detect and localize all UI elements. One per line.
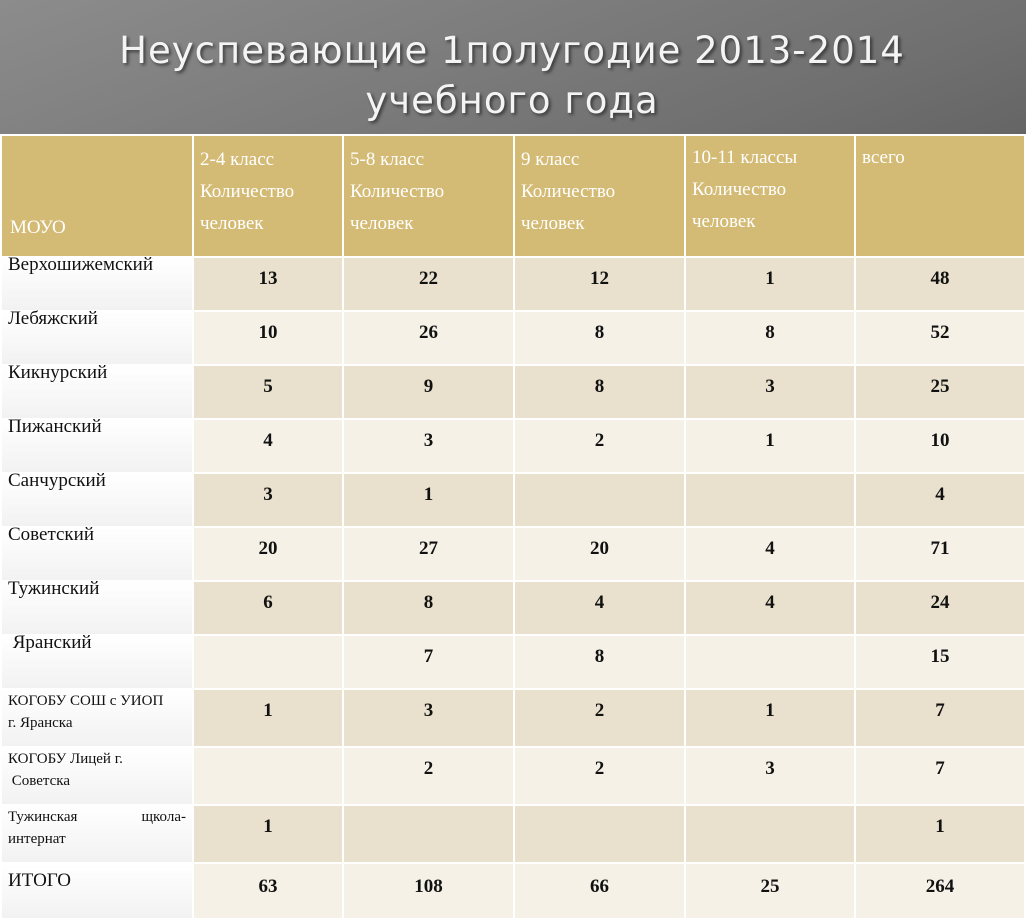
cell-grade-5-8: 7 bbox=[343, 635, 514, 689]
row-name-cell: Верхошижемский bbox=[1, 257, 193, 311]
cell-grade-9: 2 bbox=[514, 689, 685, 747]
cell-grade-10-11: 1 bbox=[685, 419, 855, 473]
cell-grade-10-11: 4 bbox=[685, 581, 855, 635]
cell-grade-2-4: 13 bbox=[193, 257, 343, 311]
table-row bbox=[1, 689, 1025, 747]
row-name-cell: Лебяжский bbox=[1, 311, 193, 365]
cell-grade-2-4: 10 bbox=[193, 311, 343, 365]
cell-grade-5-8: 2 bbox=[343, 747, 514, 805]
cell-total: 1 bbox=[855, 805, 1025, 863]
row-name-cell: КОГОБУ СОШ с УИОП г. Яранска bbox=[1, 689, 193, 747]
cell-grade-5-8: 108 bbox=[343, 863, 514, 919]
cell-grade-10-11 bbox=[685, 805, 855, 863]
cell-total: 71 bbox=[855, 527, 1025, 581]
cell-grade-9: 8 bbox=[514, 635, 685, 689]
cell-grade-10-11: 4 bbox=[685, 527, 855, 581]
row-name-cell: Санчурский bbox=[1, 473, 193, 527]
header-cell-total: всего bbox=[855, 135, 1025, 257]
slide-title bbox=[0, 26, 1024, 126]
cell-grade-2-4 bbox=[193, 747, 343, 805]
cell-grade-5-8: 9 bbox=[343, 365, 514, 419]
table-row bbox=[1, 635, 1025, 689]
cell-grade-9: 4 bbox=[514, 581, 685, 635]
cell-grade-2-4: 4 bbox=[193, 419, 343, 473]
cell-grade-2-4: 3 bbox=[193, 473, 343, 527]
cell-grade-5-8: 3 bbox=[343, 689, 514, 747]
cell-grade-10-11: 8 bbox=[685, 311, 855, 365]
cell-grade-9: 12 bbox=[514, 257, 685, 311]
header-cell-grade-2-4: 2-4 класс Количество человек bbox=[193, 135, 343, 257]
cell-grade-2-4: 1 bbox=[193, 805, 343, 863]
cell-total: 4 bbox=[855, 473, 1025, 527]
row-name-cell: Яранский bbox=[1, 635, 193, 689]
header-cell-grade-9: 9 класс Количество человек bbox=[514, 135, 685, 257]
row-name-cell: Тужинский bbox=[1, 581, 193, 635]
header-cell-grade-5-8: 5-8 класс Количество человек bbox=[343, 135, 514, 257]
cell-total: 7 bbox=[855, 689, 1025, 747]
cell-grade-5-8: 22 bbox=[343, 257, 514, 311]
cell-total: 48 bbox=[855, 257, 1025, 311]
cell-grade-10-11: 3 bbox=[685, 747, 855, 805]
data-table-container bbox=[0, 134, 1024, 897]
header-cell-grade-10-11: 10-11 классы Количество человек bbox=[685, 135, 855, 257]
table-row bbox=[1, 419, 1025, 473]
header-cell-moyo: МОУО bbox=[1, 135, 193, 257]
cell-grade-9: 2 bbox=[514, 747, 685, 805]
cell-grade-2-4: 6 bbox=[193, 581, 343, 635]
cell-total: 264 bbox=[855, 863, 1025, 919]
cell-grade-5-8: 26 bbox=[343, 311, 514, 365]
cell-grade-9: 8 bbox=[514, 311, 685, 365]
table-row-total bbox=[1, 863, 1025, 919]
cell-grade-9: 66 bbox=[514, 863, 685, 919]
row-name-cell: Тужинская щкола- интернат bbox=[1, 805, 193, 863]
title-line-1: Неуспевающие 1полугодие 2013-2014 bbox=[119, 29, 905, 72]
cell-grade-2-4: 1 bbox=[193, 689, 343, 747]
table-row bbox=[1, 311, 1025, 365]
table-row bbox=[1, 527, 1025, 581]
cell-grade-2-4: 5 bbox=[193, 365, 343, 419]
cell-grade-9: 8 bbox=[514, 365, 685, 419]
cell-grade-5-8: 8 bbox=[343, 581, 514, 635]
cell-total: 15 bbox=[855, 635, 1025, 689]
row-name-cell: Советский bbox=[1, 527, 193, 581]
cell-grade-10-11: 3 bbox=[685, 365, 855, 419]
cell-grade-2-4: 63 bbox=[193, 863, 343, 919]
table-row bbox=[1, 581, 1025, 635]
table-row bbox=[1, 747, 1025, 805]
cell-total: 24 bbox=[855, 581, 1025, 635]
row-name-cell: Кикнурский bbox=[1, 365, 193, 419]
row-name-cell: КОГОБУ Лицей г. Советска bbox=[1, 747, 193, 805]
cell-grade-5-8 bbox=[343, 805, 514, 863]
cell-grade-10-11: 1 bbox=[685, 689, 855, 747]
cell-total: 7 bbox=[855, 747, 1025, 805]
table-row bbox=[1, 473, 1025, 527]
cell-grade-10-11: 1 bbox=[685, 257, 855, 311]
cell-grade-9: 2 bbox=[514, 419, 685, 473]
cell-total: 10 bbox=[855, 419, 1025, 473]
cell-grade-2-4: 20 bbox=[193, 527, 343, 581]
title-line-2: учебного года bbox=[365, 79, 659, 122]
cell-grade-9: 20 bbox=[514, 527, 685, 581]
cell-grade-10-11 bbox=[685, 635, 855, 689]
row-name-cell: Пижанский bbox=[1, 419, 193, 473]
table-header-row bbox=[1, 135, 1025, 257]
cell-grade-5-8: 1 bbox=[343, 473, 514, 527]
cell-grade-5-8: 3 bbox=[343, 419, 514, 473]
table-row bbox=[1, 257, 1025, 311]
table-row bbox=[1, 805, 1025, 863]
table-row bbox=[1, 365, 1025, 419]
cell-grade-9 bbox=[514, 473, 685, 527]
row-name-cell: ИТОГО bbox=[1, 863, 193, 919]
cell-total: 52 bbox=[855, 311, 1025, 365]
cell-grade-10-11 bbox=[685, 473, 855, 527]
cell-grade-2-4 bbox=[193, 635, 343, 689]
cell-grade-5-8: 27 bbox=[343, 527, 514, 581]
cell-grade-10-11: 25 bbox=[685, 863, 855, 919]
cell-total: 25 bbox=[855, 365, 1025, 419]
cell-grade-9 bbox=[514, 805, 685, 863]
data-table bbox=[0, 134, 1026, 920]
